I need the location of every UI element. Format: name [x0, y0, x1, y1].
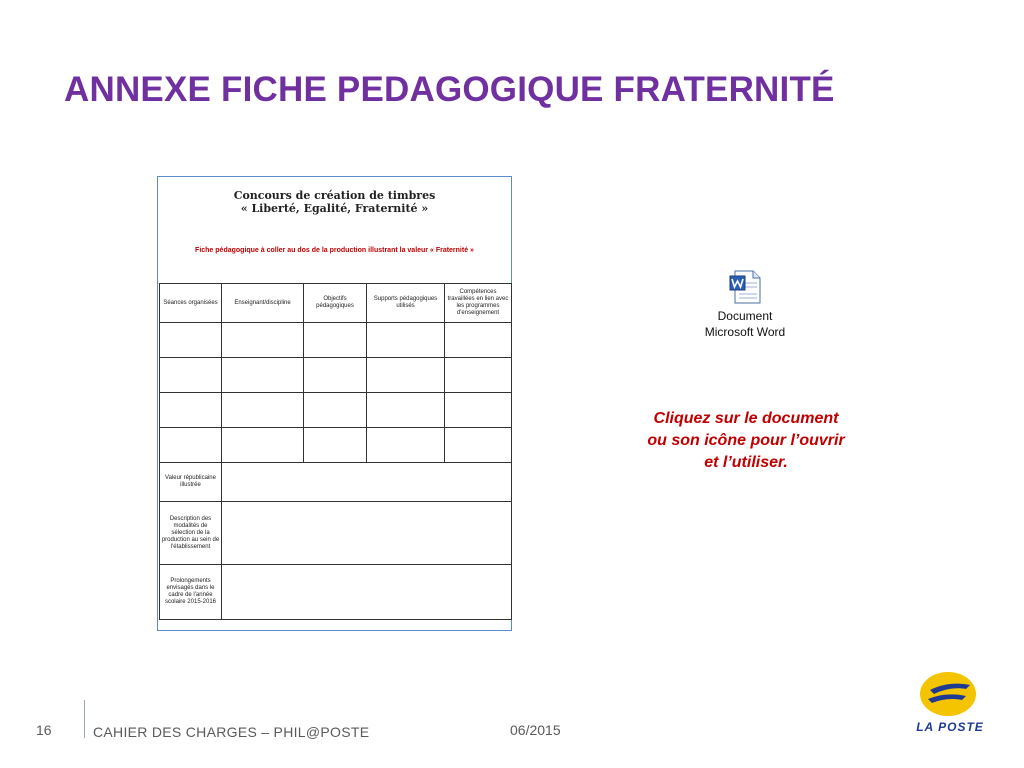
document-heading-line1: Concours de création de timbres: [233, 189, 436, 202]
logo-text: LA POSTE: [916, 720, 984, 734]
footer-title: CAHIER DES CHARGES – PHIL@POSTE: [93, 724, 370, 740]
word-caption-line1: Document: [717, 309, 773, 323]
table-header-row: [160, 284, 512, 323]
table-cell: [222, 502, 512, 565]
instructions-line1: Cliquez sur le document: [653, 410, 839, 427]
table-cell: [160, 393, 222, 428]
footer-divider: [84, 700, 85, 738]
word-document-link[interactable]: [690, 270, 800, 340]
word-caption-line2: Microsoft Word: [704, 325, 786, 339]
table-row-valeur: [160, 463, 512, 502]
table-cell: [367, 428, 445, 463]
table-cell: [367, 393, 445, 428]
page-number: 16: [36, 722, 52, 738]
instructions-line3: et l’utiliser.: [704, 454, 788, 471]
table-cell: [445, 393, 512, 428]
table-cell: [445, 358, 512, 393]
document-subtitle: Fiche pédagogique à coller au dos de la production illustrant la valeur « Fraternité »: [195, 247, 474, 254]
table-row: [160, 428, 512, 463]
table-cell: [304, 358, 367, 393]
document-heading: [158, 189, 511, 215]
word-document-caption: [690, 308, 800, 340]
table-cell: [222, 393, 304, 428]
table-row: [160, 323, 512, 358]
table-cell: [222, 428, 304, 463]
table-row: [160, 393, 512, 428]
table-cell: [304, 393, 367, 428]
footer-date: 06/2015: [510, 722, 561, 738]
table-row-prolongements: [160, 565, 512, 620]
row-label-description: Description des modalités de sélection de la production au sein de l'établissement: [160, 502, 222, 565]
slide-title: ANNEXE FICHE PEDAGOGIQUE FRATERNITÉ: [64, 70, 835, 109]
document-preview[interactable]: [157, 176, 512, 631]
table-cell: [367, 323, 445, 358]
pedagogy-table: [159, 283, 512, 620]
row-label-prolongements: Prolongements envisagés dans le cadre de l'année scolaire 2015-2016: [160, 565, 222, 620]
instructions-text: [606, 408, 886, 474]
table-cell: [445, 428, 512, 463]
table-row: [160, 358, 512, 393]
table-header: Séances organisées: [160, 284, 222, 323]
table-cell: [160, 358, 222, 393]
la-poste-logo: [912, 668, 988, 738]
table-cell: [222, 323, 304, 358]
table-cell: [222, 565, 512, 620]
table-cell: [160, 428, 222, 463]
row-label-valeur: Valeur républicaine illustrée: [160, 463, 222, 502]
table-cell: [222, 463, 512, 502]
instructions-line2: ou son icône pour l’ouvrir: [647, 432, 845, 449]
table-cell: [160, 323, 222, 358]
word-document-icon[interactable]: [729, 270, 761, 304]
table-cell: [445, 323, 512, 358]
table-cell: [304, 323, 367, 358]
table-header: Compétences travaillées en lien avec les programmes d'enseignement: [445, 284, 512, 323]
table-row-description: [160, 502, 512, 565]
table-cell: [304, 428, 367, 463]
table-header: Enseignant/discipline: [222, 284, 304, 323]
table-header: Objectifs pédagogiques: [304, 284, 367, 323]
document-heading-line2: « Liberté, Egalité, Fraternité »: [240, 202, 429, 215]
table-cell: [367, 358, 445, 393]
table-cell: [222, 358, 304, 393]
table-header: Supports pédagogiques utilisés: [367, 284, 445, 323]
